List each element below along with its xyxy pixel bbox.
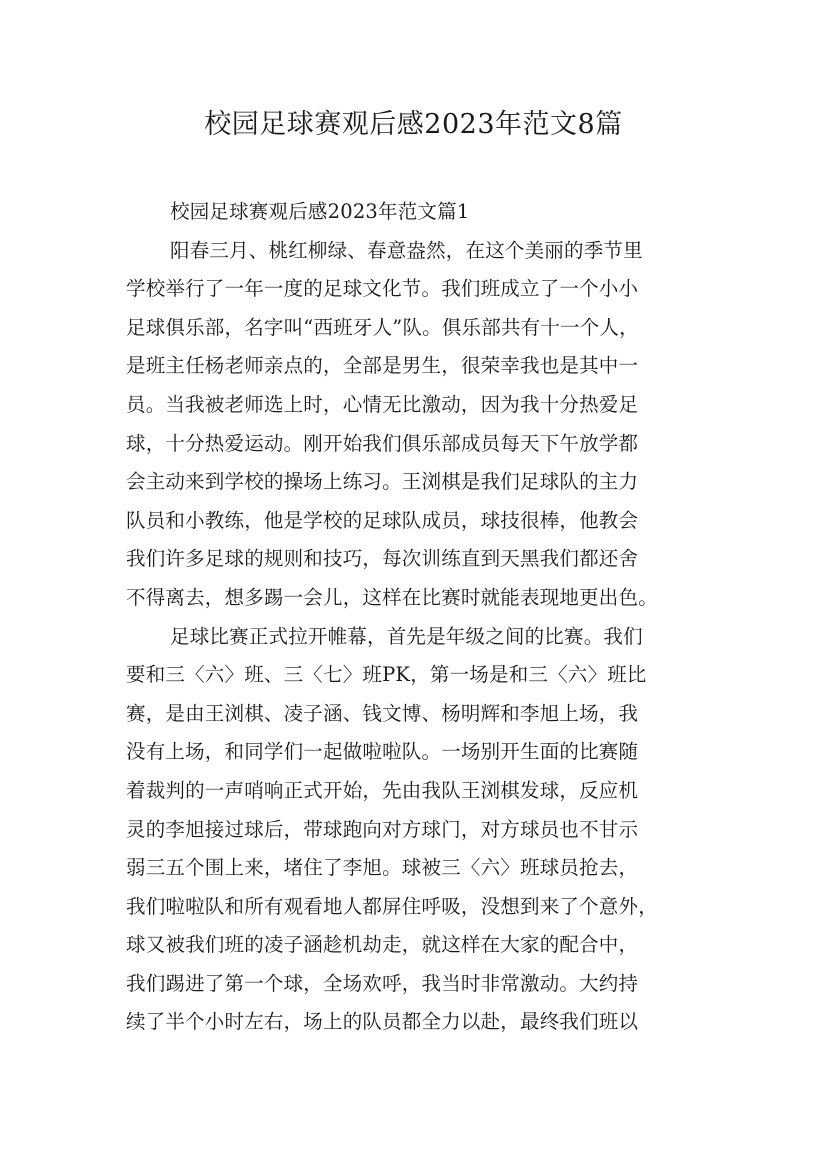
- document-title: 校园足球赛观后感2023年范文8篇: [204, 109, 623, 140]
- body-text-line: 足球比赛正式拉开帷幕，首先是年级之间的比赛。我们: [170, 624, 643, 648]
- body-text-line: 赛，是由王浏棋、凌子涵、钱文博、杨明辉和李旭上场，我: [126, 701, 639, 725]
- body-text-line: 我们啦啦队和所有观看地人都屏住呼吸，没想到来了个意外，: [126, 894, 658, 918]
- body-text-line: 不得离去，想多踢一会儿，这样在比赛时就能表现地更出色。: [126, 585, 658, 609]
- body-text-line: 续了半个小时左右，场上的队员都全力以赴，最终我们班以: [126, 1010, 639, 1034]
- body-text-line: 着裁判的一声哨响正式开始，先由我队王浏棋发球，反应机: [126, 778, 639, 802]
- body-text-line: 我们踢进了第一个球，全场欢呼，我当时非常激动。大约持: [126, 971, 639, 995]
- document-body: [126, 193, 712, 1042]
- body-text-line: 我们许多足球的规则和技巧，每次训练直到天黑我们都还舍: [126, 547, 639, 571]
- body-text-line: 灵的李旭接过球后，带球跑向对方球门，对方球员也不甘示: [126, 817, 639, 841]
- body-text-line: 足球俱乐部，名字叫“西班牙人”队。俱乐部共有十一个人，: [126, 315, 639, 339]
- body-text-line: 球又被我们班的凌子涵趁机劫走，就这样在大家的配合中，: [126, 933, 639, 957]
- body-text-line: 没有上场，和同学们一起做啦啦队。一场别开生面的比赛随: [126, 740, 639, 764]
- body-text-line: 要和三〈六〉班、三〈七〉班PK，第一场是和三〈六〉班比: [126, 663, 647, 687]
- body-text-line: 队员和小教练，他是学校的足球队成员，球技很棒，他教会: [126, 508, 639, 532]
- body-text-line: 弱三五个围上来，堵住了李旭。球被三〈六〉班球员抢去，: [126, 856, 639, 880]
- body-text-line: 球，十分热爱运动。刚开始我们俱乐部成员每天下午放学都: [126, 431, 639, 455]
- body-text-line: 员。当我被老师选上时，心情无比激动，因为我十分热爱足: [126, 392, 639, 416]
- body-text-line: 是班主任杨老师亲点的，全部是男生，很荣幸我也是其中一: [126, 354, 639, 378]
- body-text-line: 学校举行了一年一度的足球文化节。我们班成立了一个小小: [126, 277, 639, 301]
- body-text-line: 会主动来到学校的操场上练习。王浏棋是我们足球队的主力: [126, 470, 639, 494]
- body-text-line: 阳春三月、桃红柳绿、春意盎然，在这个美丽的季节里: [170, 238, 643, 262]
- section-heading: 校园足球赛观后感2023年范文篇1: [170, 200, 470, 223]
